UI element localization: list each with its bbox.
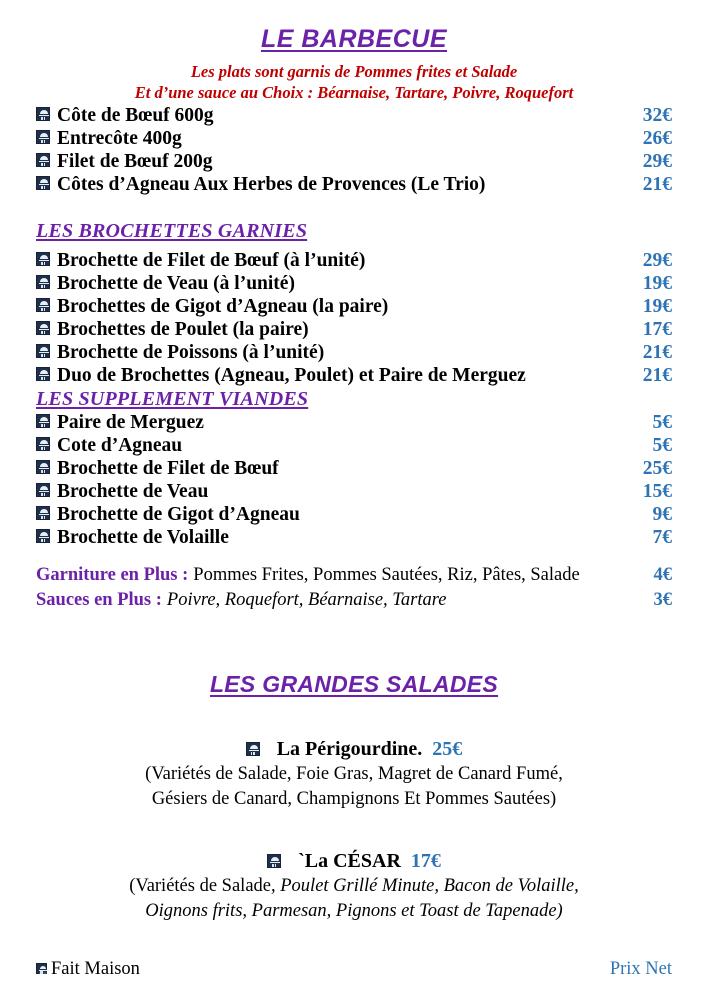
barbecue-grill-icon xyxy=(36,130,50,144)
menu-item-price: 19€ xyxy=(642,295,672,317)
barbecue-grill-icon xyxy=(36,437,50,451)
extra-label: Sauces en Plus : xyxy=(36,589,162,610)
barbecue-grill-icon xyxy=(36,529,50,543)
extra-description: Pommes Frites, Pommes Sautées, Riz, Pâtes, Salade xyxy=(193,564,580,585)
menu-item-name: Filet de Bœuf 200g xyxy=(57,150,213,172)
barbecue-grill-icon xyxy=(36,176,50,190)
salad-desc2-italic: Oignons frits, Parmesan, Pignons et Toast de Tapenade) xyxy=(145,900,563,921)
menu-item-price: 9€ xyxy=(652,503,672,525)
barbecue-grill-icon xyxy=(36,153,50,167)
barbecue-grill-icon xyxy=(36,275,50,289)
menu-footer xyxy=(36,959,672,980)
menu-item-price: 21€ xyxy=(642,173,672,195)
extra-label: Garniture en Plus : xyxy=(36,564,189,585)
menu-item xyxy=(36,364,672,387)
section-barbecue-list xyxy=(36,104,672,196)
salad-description-line-1 xyxy=(36,762,672,787)
salad-name: La Périgourdine. xyxy=(276,737,423,760)
menu-item-price: 19€ xyxy=(642,272,672,294)
menu-item-price: 15€ xyxy=(642,480,672,502)
fait-maison-block xyxy=(36,959,140,980)
salad-description-line-1 xyxy=(36,874,672,899)
menu-item xyxy=(36,295,672,318)
menu-item-name: Entrecôte 400g xyxy=(57,127,182,149)
menu-item-name: Brochette de Filet de Bœuf xyxy=(57,457,279,479)
barbecue-grill-icon xyxy=(36,298,50,312)
salad-heading-row xyxy=(36,848,672,874)
barbecue-grill-icon xyxy=(36,414,50,428)
extra-description: Poivre, Roquefort, Béarnaise, Tartare xyxy=(166,589,447,610)
menu-item-name: Brochette de Veau xyxy=(57,480,209,502)
menu-item xyxy=(36,434,672,457)
section-supplement-heading-wrap xyxy=(36,387,672,411)
salad-price: 17€ xyxy=(410,849,441,872)
barbecue-grill-icon xyxy=(36,321,50,335)
menu-item-price: 21€ xyxy=(642,364,672,386)
header-subtitle xyxy=(36,54,672,104)
extras-block xyxy=(36,549,672,613)
salad-price: 25€ xyxy=(432,737,463,760)
menu-item-price: 32€ xyxy=(642,104,672,126)
menu-item xyxy=(36,104,672,127)
section-brochettes-list xyxy=(36,249,672,387)
barbecue-grill-icon xyxy=(267,854,281,868)
section-brochettes-heading-wrap xyxy=(36,196,672,249)
subtitle-line-2: Et d’une sauce au Choix : Béarnaise, Tartare, Poivre, Roquefort xyxy=(134,83,574,103)
menu-item-name: Brochette de Gigot d’Agneau xyxy=(57,503,300,525)
menu-item xyxy=(36,318,672,341)
menu-item xyxy=(36,341,672,364)
page-title: LE BARBECUE xyxy=(260,25,448,53)
subtitle-line-1: Les plats sont garnis de Pommes frites et Salade xyxy=(190,62,518,81)
menu-item xyxy=(36,411,672,434)
menu-item xyxy=(36,249,672,272)
menu-item-price: 21€ xyxy=(642,341,672,363)
menu-item-name: Brochette de Filet de Bœuf (à l’unité) xyxy=(57,249,366,271)
salad-desc1-italic: Poulet Grillé Minute, Bacon de Volaille, xyxy=(275,875,579,896)
menu-item-price: 7€ xyxy=(652,526,672,548)
menu-item-price: 5€ xyxy=(652,411,672,433)
extra-row xyxy=(36,563,672,588)
section-heading-supplement: LES SUPPLEMENT VIANDES xyxy=(36,387,309,410)
barbecue-grill-icon xyxy=(246,742,260,756)
salad-desc2-plain: Gésiers de Canard, Champignons Et Pommes Sautées) xyxy=(151,788,557,809)
menu-item xyxy=(36,272,672,295)
barbecue-grill-icon xyxy=(36,252,50,266)
menu-item-name: Brochette de Volaille xyxy=(57,526,229,548)
menu-item-name: Brochette de Veau (à l’unité) xyxy=(57,272,295,294)
menu-item xyxy=(36,173,672,196)
menu-header xyxy=(36,0,672,104)
menu-item xyxy=(36,457,672,480)
salad-desc1-plain: (Variétés de Salade, Foie Gras, Magret de Canard Fumé, xyxy=(145,763,563,784)
section-heading-salades: LES GRANDES SALADES xyxy=(209,670,499,697)
section-heading-brochettes: LES BROCHETTES GARNIES xyxy=(36,219,308,242)
fait-maison-label: Fait Maison xyxy=(51,959,140,979)
barbecue-grill-icon xyxy=(36,107,50,121)
salad-item xyxy=(36,812,672,924)
menu-item-price: 5€ xyxy=(652,434,672,456)
menu-item-name: Côte de Bœuf 600g xyxy=(57,104,214,126)
salad-desc1-plain: (Variétés de Salade, xyxy=(129,875,276,896)
menu-item-price: 29€ xyxy=(642,150,672,172)
extra-row xyxy=(36,588,672,613)
barbecue-grill-icon xyxy=(36,963,47,974)
menu-item-name: Côtes d’Agneau Aux Herbes de Provences (Le Trio) xyxy=(57,173,486,195)
menu-item-name: Brochette de Poissons (à l’unité) xyxy=(57,341,325,363)
menu-item-name: Cote d’Agneau xyxy=(57,434,183,456)
barbecue-grill-icon xyxy=(36,367,50,381)
menu-item-name: Paire de Merguez xyxy=(57,411,204,433)
menu-item xyxy=(36,480,672,503)
salad-description-line-2 xyxy=(36,787,672,812)
salad-heading-row xyxy=(36,736,672,762)
menu-item xyxy=(36,150,672,173)
menu-item-price: 26€ xyxy=(642,127,672,149)
menu-item-price: 17€ xyxy=(642,318,672,340)
salad-description-line-2 xyxy=(36,899,672,924)
section-supplement-list xyxy=(36,411,672,549)
barbecue-grill-icon xyxy=(36,460,50,474)
extra-price: 3€ xyxy=(653,589,672,610)
menu-item-name: Brochettes de Gigot d’Agneau (la paire) xyxy=(57,295,389,317)
menu-item xyxy=(36,127,672,150)
salad-item xyxy=(36,698,672,812)
barbecue-grill-icon xyxy=(36,344,50,358)
salades-list xyxy=(36,698,672,924)
menu-item-name: Duo de Brochettes (Agneau, Poulet) et Paire de Merguez xyxy=(57,364,526,386)
menu-item-price: 29€ xyxy=(642,249,672,271)
section-grandes-salades xyxy=(36,613,672,924)
menu-item-name: Brochettes de Poulet (la paire) xyxy=(57,318,309,340)
menu-item xyxy=(36,503,672,526)
menu-item xyxy=(36,526,672,549)
barbecue-grill-icon xyxy=(36,506,50,520)
barbecue-grill-icon xyxy=(36,483,50,497)
salad-name: `La CÉSAR xyxy=(298,849,401,872)
menu-item-price: 25€ xyxy=(642,457,672,479)
prix-net-label: Prix Net xyxy=(609,959,672,979)
extra-price: 4€ xyxy=(653,564,672,585)
